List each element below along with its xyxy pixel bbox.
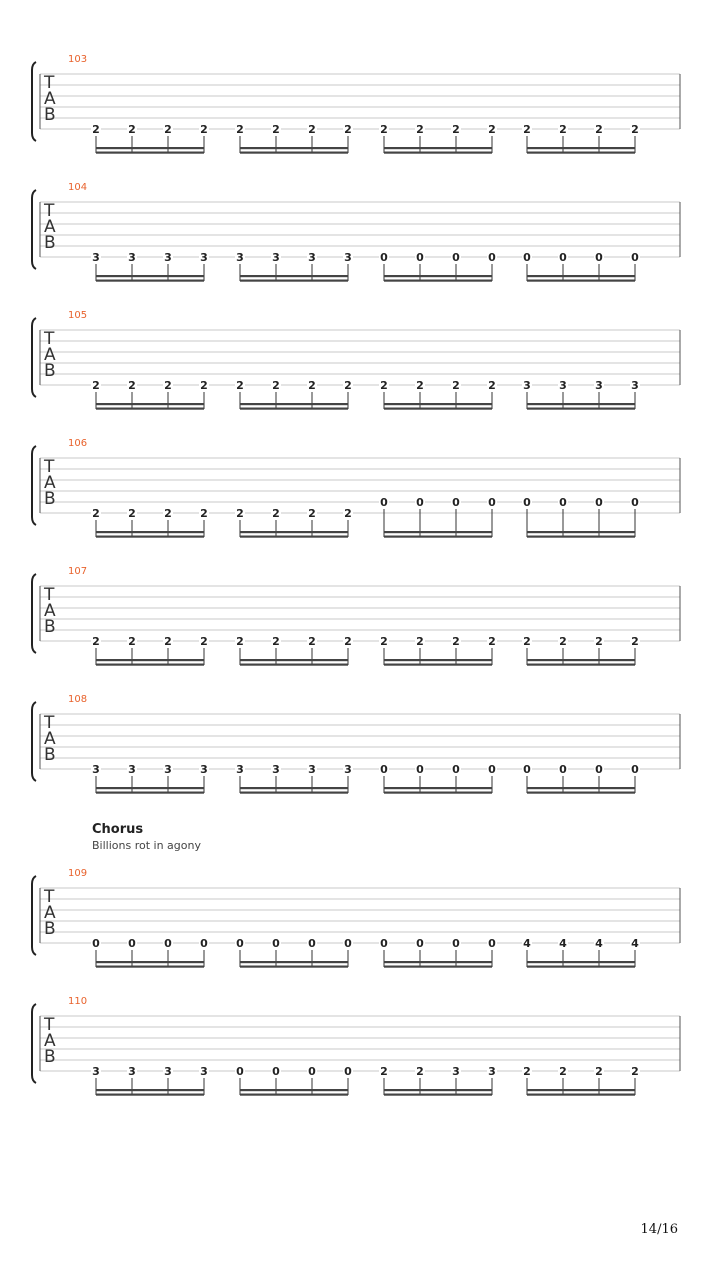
- fret-number: 3: [236, 251, 244, 264]
- system-bracket: [32, 702, 36, 781]
- beam: [527, 408, 635, 410]
- fret-number: 3: [631, 379, 639, 392]
- tab-clef-letter: B: [44, 745, 56, 765]
- fret-number: 2: [308, 507, 316, 520]
- measure-number: 110: [68, 996, 88, 1007]
- fret-number: 2: [380, 635, 388, 648]
- tab-system: [32, 996, 680, 1096]
- beam: [384, 966, 492, 968]
- fret-number: 2: [308, 635, 316, 648]
- beam: [527, 147, 635, 149]
- beam: [96, 787, 204, 789]
- tab-clef-letter: B: [44, 1047, 56, 1067]
- section-title: Chorus: [92, 822, 144, 837]
- fret-number: 2: [380, 379, 388, 392]
- fret-number: 0: [416, 763, 424, 776]
- fret-number: 3: [452, 1065, 460, 1078]
- fret-number: 2: [236, 379, 244, 392]
- fret-number: 2: [236, 635, 244, 648]
- beam: [240, 408, 348, 410]
- fret-number: 3: [344, 763, 352, 776]
- beam: [240, 536, 348, 538]
- fret-number: 0: [380, 763, 388, 776]
- fret-number: 0: [380, 496, 388, 509]
- measure-number: 106: [68, 438, 88, 449]
- beam: [384, 152, 492, 154]
- beam: [384, 1089, 492, 1091]
- fret-number: 3: [308, 251, 316, 264]
- fret-number: 2: [164, 123, 172, 136]
- tab-clef-letter: B: [44, 105, 56, 125]
- beam: [384, 531, 492, 533]
- fret-number: 4: [595, 937, 603, 950]
- fret-number: 0: [559, 251, 567, 264]
- fret-number: 2: [416, 635, 424, 648]
- measure-number: 107: [68, 566, 88, 577]
- fret-number: 2: [595, 635, 603, 648]
- system-bracket: [32, 446, 36, 525]
- fret-number: 2: [164, 379, 172, 392]
- measure-number: 103: [68, 54, 88, 65]
- fret-number: 2: [200, 507, 208, 520]
- fret-number: 0: [559, 763, 567, 776]
- fret-number: 2: [344, 379, 352, 392]
- fret-number: 3: [488, 1065, 496, 1078]
- fret-number: 2: [595, 123, 603, 136]
- fret-number: 2: [523, 1065, 531, 1078]
- measure-number: 105: [68, 310, 88, 321]
- fret-number: 0: [236, 1065, 244, 1078]
- beam: [240, 1094, 348, 1096]
- fret-number: 0: [416, 496, 424, 509]
- fret-number: 2: [452, 379, 460, 392]
- beam: [96, 531, 204, 533]
- fret-number: 0: [452, 251, 460, 264]
- beam: [96, 403, 204, 405]
- fret-number: 0: [523, 251, 531, 264]
- tab-clef-letter: A: [44, 729, 56, 749]
- fret-number: 2: [595, 1065, 603, 1078]
- fret-number: 2: [128, 123, 136, 136]
- fret-number: 2: [380, 1065, 388, 1078]
- fret-number: 2: [488, 123, 496, 136]
- fret-number: 0: [452, 937, 460, 950]
- fret-number: 2: [308, 123, 316, 136]
- fret-number: 2: [559, 1065, 567, 1078]
- fret-number: 0: [92, 937, 100, 950]
- tab-clef-letter: A: [44, 89, 56, 109]
- tab-clef-letter: T: [44, 201, 55, 221]
- fret-number: 0: [416, 937, 424, 950]
- fret-number: 4: [631, 937, 639, 950]
- beam: [240, 966, 348, 968]
- beam: [527, 792, 635, 794]
- fret-number: 3: [200, 763, 208, 776]
- fret-number: 2: [488, 635, 496, 648]
- fret-number: 2: [452, 635, 460, 648]
- tab-clef-letter: A: [44, 345, 56, 365]
- fret-number: 2: [523, 123, 531, 136]
- fret-number: 0: [452, 496, 460, 509]
- fret-number: 0: [631, 496, 639, 509]
- tab-clef-letter: B: [44, 361, 56, 381]
- tab-system: [32, 438, 680, 538]
- fret-number: 0: [595, 496, 603, 509]
- fret-number: 2: [200, 635, 208, 648]
- fret-number: 2: [452, 123, 460, 136]
- tab-clef-letter: B: [44, 617, 56, 637]
- tab-clef-letter: B: [44, 919, 56, 939]
- fret-number: 0: [631, 251, 639, 264]
- fret-number: 0: [380, 251, 388, 264]
- section-subtitle: Billions rot in agony: [92, 839, 201, 852]
- beam: [384, 1094, 492, 1096]
- beam: [96, 792, 204, 794]
- tab-clef-letter: A: [44, 601, 56, 621]
- fret-number: 0: [308, 1065, 316, 1078]
- fret-number: 2: [92, 507, 100, 520]
- fret-number: 2: [380, 123, 388, 136]
- tab-clef-letter: A: [44, 217, 56, 237]
- fret-number: 2: [272, 379, 280, 392]
- beam: [96, 408, 204, 410]
- tab-system: [32, 694, 680, 794]
- fret-number: 0: [272, 1065, 280, 1078]
- fret-number: 0: [200, 937, 208, 950]
- fret-number: 2: [92, 635, 100, 648]
- fret-number: 0: [344, 1065, 352, 1078]
- tab-clef-letter: B: [44, 489, 56, 509]
- beam: [527, 966, 635, 968]
- beam: [527, 1094, 635, 1096]
- fret-number: 2: [272, 123, 280, 136]
- beam: [527, 659, 635, 661]
- beam: [527, 403, 635, 405]
- fret-number: 4: [523, 937, 531, 950]
- beam: [240, 403, 348, 405]
- beam: [384, 536, 492, 538]
- fret-number: 2: [128, 635, 136, 648]
- fret-number: 2: [416, 1065, 424, 1078]
- fret-number: 4: [559, 937, 567, 950]
- fret-number: 3: [128, 251, 136, 264]
- beam: [240, 152, 348, 154]
- tab-clef-letter: T: [44, 457, 55, 477]
- beam: [240, 280, 348, 282]
- fret-number: 2: [631, 123, 639, 136]
- beam: [96, 961, 204, 963]
- beam: [96, 664, 204, 666]
- tab-system: [32, 54, 680, 154]
- beam: [384, 280, 492, 282]
- beam: [527, 531, 635, 533]
- fret-number: 0: [488, 496, 496, 509]
- fret-number: 3: [128, 763, 136, 776]
- tab-clef-letter: T: [44, 73, 55, 93]
- beam: [240, 531, 348, 533]
- system-bracket: [32, 190, 36, 269]
- fret-number: 3: [523, 379, 531, 392]
- beam: [96, 659, 204, 661]
- fret-number: 2: [344, 507, 352, 520]
- fret-number: 0: [559, 496, 567, 509]
- tab-clef-letter: T: [44, 329, 55, 349]
- fret-number: 3: [200, 1065, 208, 1078]
- fret-number: 2: [416, 123, 424, 136]
- beam: [384, 403, 492, 405]
- fret-number: 0: [595, 763, 603, 776]
- tab-system: [32, 566, 680, 666]
- beam: [384, 664, 492, 666]
- fret-number: 3: [128, 1065, 136, 1078]
- fret-number: 3: [200, 251, 208, 264]
- fret-number: 2: [344, 123, 352, 136]
- fret-number: 0: [452, 763, 460, 776]
- fret-number: 3: [344, 251, 352, 264]
- fret-number: 2: [92, 123, 100, 136]
- fret-number: 2: [200, 123, 208, 136]
- measure-number: 108: [68, 694, 88, 705]
- fret-number: 3: [92, 251, 100, 264]
- tab-clef-letter: A: [44, 903, 56, 923]
- beam: [96, 966, 204, 968]
- fret-number: 3: [92, 763, 100, 776]
- beam: [240, 659, 348, 661]
- fret-number: 3: [595, 379, 603, 392]
- beam: [527, 280, 635, 282]
- fret-number: 2: [272, 507, 280, 520]
- fret-number: 2: [128, 379, 136, 392]
- fret-number: 2: [164, 635, 172, 648]
- tab-clef-letter: A: [44, 1031, 56, 1051]
- beam: [527, 152, 635, 154]
- beam: [384, 961, 492, 963]
- beam: [527, 536, 635, 538]
- tab-clef-letter: T: [44, 887, 55, 907]
- tab-clef-letter: B: [44, 233, 56, 253]
- fret-number: 3: [272, 763, 280, 776]
- fret-number: 0: [272, 937, 280, 950]
- measure-number: 104: [68, 182, 88, 193]
- system-bracket: [32, 318, 36, 397]
- beam: [96, 1089, 204, 1091]
- fret-number: 0: [488, 937, 496, 950]
- fret-number: 0: [488, 251, 496, 264]
- tab-system: [32, 868, 680, 968]
- fret-number: 3: [559, 379, 567, 392]
- fret-number: 2: [416, 379, 424, 392]
- fret-number: 2: [92, 379, 100, 392]
- fret-number: 2: [559, 123, 567, 136]
- tab-clef-letter: T: [44, 585, 55, 605]
- beam: [96, 275, 204, 277]
- fret-number: 0: [488, 763, 496, 776]
- beam: [384, 659, 492, 661]
- fret-number: 0: [344, 937, 352, 950]
- beam: [384, 408, 492, 410]
- system-bracket: [32, 876, 36, 955]
- beam: [96, 147, 204, 149]
- page-indicator: 14/16: [640, 1222, 678, 1237]
- fret-number: 2: [164, 507, 172, 520]
- system-bracket: [32, 62, 36, 141]
- fret-number: 0: [416, 251, 424, 264]
- beam: [384, 787, 492, 789]
- beam: [240, 792, 348, 794]
- beam: [527, 961, 635, 963]
- fret-number: 2: [128, 507, 136, 520]
- fret-number: 0: [308, 937, 316, 950]
- beam: [384, 792, 492, 794]
- beam: [240, 787, 348, 789]
- beam: [240, 664, 348, 666]
- fret-number: 3: [164, 1065, 172, 1078]
- beam: [384, 275, 492, 277]
- beam: [96, 152, 204, 154]
- fret-number: 2: [236, 123, 244, 136]
- fret-number: 0: [380, 937, 388, 950]
- fret-number: 0: [523, 496, 531, 509]
- fret-number: 2: [344, 635, 352, 648]
- fret-number: 2: [236, 507, 244, 520]
- fret-number: 2: [631, 635, 639, 648]
- fret-number: 0: [595, 251, 603, 264]
- fret-number: 3: [308, 763, 316, 776]
- beam: [96, 1094, 204, 1096]
- beam: [240, 147, 348, 149]
- tab-clef-letter: T: [44, 713, 55, 733]
- fret-number: 2: [488, 379, 496, 392]
- beam: [240, 275, 348, 277]
- fret-number: 0: [128, 937, 136, 950]
- beam: [384, 147, 492, 149]
- fret-number: 2: [559, 635, 567, 648]
- beam: [240, 1089, 348, 1091]
- fret-number: 0: [236, 937, 244, 950]
- fret-number: 0: [164, 937, 172, 950]
- tab-clef-letter: A: [44, 473, 56, 493]
- fret-number: 3: [164, 251, 172, 264]
- fret-number: 2: [272, 635, 280, 648]
- tab-system: [32, 182, 680, 282]
- fret-number: 3: [236, 763, 244, 776]
- fret-number: 2: [523, 635, 531, 648]
- fret-number: 3: [92, 1065, 100, 1078]
- tab-system: [32, 310, 680, 410]
- measure-number: 109: [68, 868, 88, 879]
- beam: [527, 664, 635, 666]
- beam: [527, 787, 635, 789]
- fret-number: 0: [631, 763, 639, 776]
- fret-number: 2: [631, 1065, 639, 1078]
- fret-number: 2: [308, 379, 316, 392]
- beam: [240, 961, 348, 963]
- system-bracket: [32, 574, 36, 653]
- beam: [527, 1089, 635, 1091]
- beam: [527, 275, 635, 277]
- fret-number: 3: [272, 251, 280, 264]
- fret-number: 2: [200, 379, 208, 392]
- tab-clef-letter: T: [44, 1015, 55, 1035]
- beam: [96, 280, 204, 282]
- fret-number: 0: [523, 763, 531, 776]
- beam: [96, 536, 204, 538]
- fret-number: 3: [164, 763, 172, 776]
- system-bracket: [32, 1004, 36, 1083]
